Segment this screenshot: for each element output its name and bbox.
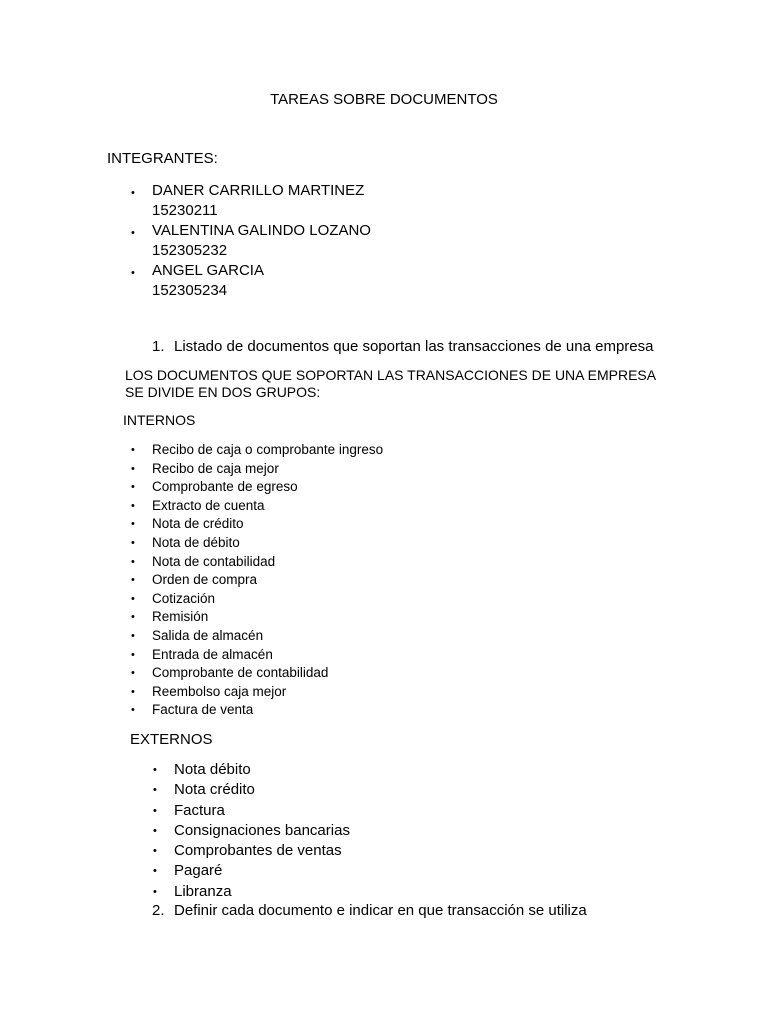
list-item-text: Extracto de cuenta <box>152 497 265 513</box>
list-item-text: Comprobante de contabilidad <box>152 665 329 681</box>
bullet-icon: • <box>153 764 157 776</box>
bullet-icon: • <box>131 629 135 642</box>
list-item-text: Nota crédito <box>174 781 255 799</box>
list-item-text: Factura de venta <box>152 702 254 718</box>
bullet-icon: • <box>131 267 135 279</box>
list-item-text: Recibo de caja o comprobante ingreso <box>152 442 384 457</box>
member-id: 15230211 <box>152 202 218 219</box>
member-id: 152305232 <box>152 242 228 259</box>
list-item-text: Consignaciones bancarias <box>174 821 350 839</box>
list-item <box>131 627 383 646</box>
members-heading: INTEGRANTES: <box>107 150 218 167</box>
bullet-icon: • <box>131 685 135 698</box>
bullet-icon: • <box>153 845 157 858</box>
list-item <box>131 478 383 497</box>
list-item <box>131 553 383 572</box>
page-title: TAREAS SOBRE DOCUMENTOS <box>270 91 498 108</box>
list-item <box>153 882 350 902</box>
list-item <box>131 534 383 553</box>
list-item <box>153 760 350 780</box>
list-item <box>131 608 383 627</box>
bullet-icon: • <box>131 648 135 661</box>
bullet-icon: • <box>131 592 135 605</box>
internos-heading: INTERNOS <box>123 412 196 428</box>
list-item-text: Factura <box>174 801 225 819</box>
bullet-icon: • <box>131 555 135 568</box>
member-id: 152305234 <box>152 282 228 299</box>
bullet-icon: • <box>153 865 157 878</box>
bullet-icon: • <box>131 227 135 239</box>
bullet-icon: • <box>131 499 135 512</box>
externos-heading: EXTERNOS <box>130 731 213 748</box>
member-name: ANGEL GARCIA <box>152 262 264 279</box>
bullet-icon: • <box>153 804 157 817</box>
list-item <box>153 841 350 861</box>
bullet-icon: • <box>153 784 157 797</box>
list-item <box>153 801 350 821</box>
list-item-text: Reembolso caja mejor <box>152 683 287 699</box>
list-item-text: Recibo de caja mejor <box>152 460 279 476</box>
list-item <box>153 861 350 881</box>
list-item-text: Cotización <box>152 590 216 606</box>
bullet-icon: • <box>131 611 135 624</box>
list-item-text: Orden de compra <box>152 572 258 588</box>
internos-list <box>131 441 384 720</box>
list-item-text: Pagaré <box>174 862 223 880</box>
list-item <box>153 821 350 841</box>
list-item <box>131 441 384 460</box>
bullet-icon: • <box>131 187 135 199</box>
intro-line-2: SE DIVIDE EN DOS GRUPOS: <box>125 384 321 400</box>
list-item-text: Salida de almacén <box>152 627 264 643</box>
bullet-icon: • <box>131 536 135 549</box>
bullet-icon: • <box>131 481 135 494</box>
list-item-text: Remisión <box>152 609 209 625</box>
externos-list <box>153 760 350 902</box>
item-number: 2. <box>152 902 165 919</box>
member-name: DANER CARRILLO MARTINEZ <box>152 182 365 199</box>
item-number: 1. <box>152 338 165 355</box>
members-list <box>131 181 371 301</box>
list-item-text: Entrada de almacén <box>152 646 273 662</box>
list-item-text: Nota débito <box>174 761 251 778</box>
list-item <box>131 515 383 534</box>
list-item-text: Nota de contabilidad <box>152 553 276 569</box>
list-item <box>131 646 383 665</box>
list-item <box>131 571 383 590</box>
intro-line-1: LOS DOCUMENTOS QUE SOPORTAN LAS TRANSACCIONES DE UNA EMPRESA <box>125 367 657 383</box>
list-item-text: Comprobantes de ventas <box>174 842 342 860</box>
list-item <box>131 497 383 516</box>
list-item-text: Nota de crédito <box>152 516 244 532</box>
list-item <box>131 683 383 702</box>
bullet-icon: • <box>131 574 135 587</box>
list-item <box>131 590 383 609</box>
list-item <box>131 221 371 261</box>
bullet-icon: • <box>131 704 135 717</box>
list-item-text: Libranza <box>174 882 232 900</box>
item-text: Definir cada documento e indicar en que transacción se utiliza <box>174 902 587 919</box>
bullet-icon: • <box>131 518 135 531</box>
list-item <box>131 181 371 221</box>
list-item-text: Nota de débito <box>152 534 240 550</box>
list-item <box>131 701 383 720</box>
list-item <box>153 780 350 800</box>
bullet-icon: • <box>153 885 157 898</box>
bullet-icon: • <box>131 444 135 456</box>
bullet-icon: • <box>131 667 135 680</box>
member-name: VALENTINA GALINDO LOZANO <box>152 222 371 239</box>
item-text: Listado de documentos que soportan las transacciones de una empresa <box>174 338 654 355</box>
list-item <box>131 664 383 683</box>
bullet-icon: • <box>153 824 157 837</box>
list-item <box>131 460 383 479</box>
bullet-icon: • <box>131 462 135 475</box>
list-item-text: Comprobante de egreso <box>152 479 298 495</box>
list-item <box>131 261 371 301</box>
